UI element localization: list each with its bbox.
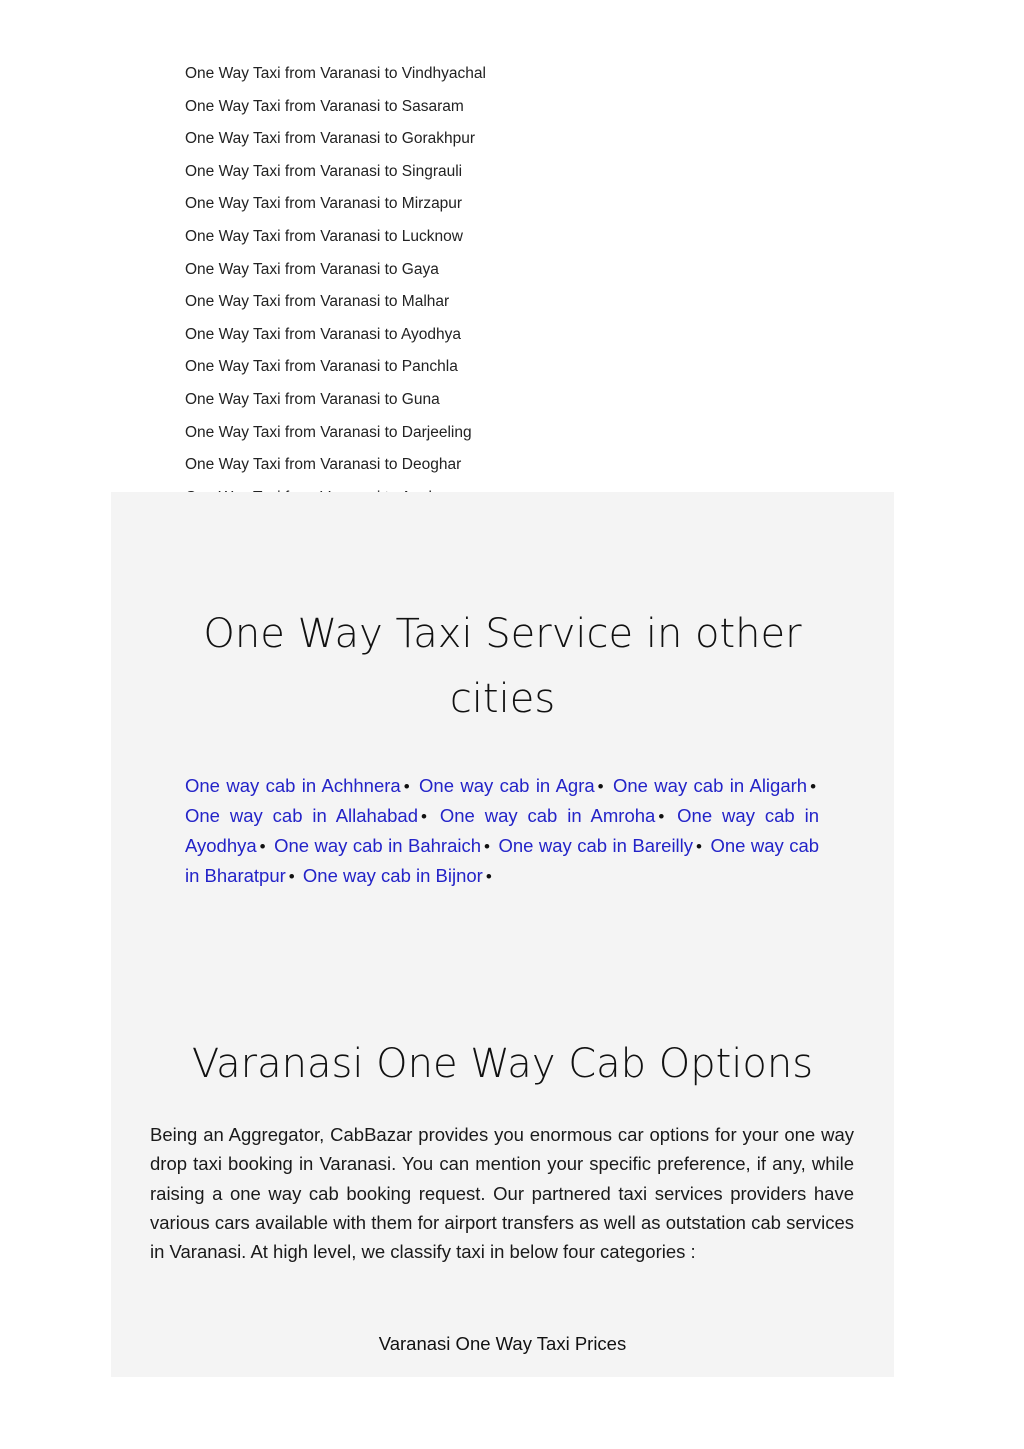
route-item[interactable]: [185, 419, 486, 452]
city-link-bharatpur[interactable]: One way cab in Bharatpur: [185, 835, 820, 887]
route-item[interactable]: [185, 288, 486, 321]
link-separator: •: [597, 776, 604, 796]
link-separator: •: [288, 867, 295, 887]
route-item[interactable]: [185, 353, 486, 386]
other-cities-heading: One Way Taxi Service in other cities: [203, 611, 802, 722]
route-link[interactable]: One Way Taxi from Varanasi to Malhar: [185, 293, 450, 311]
cab-options-heading: Varanasi One Way Cab Options: [191, 1041, 814, 1087]
route-link[interactable]: One Way Taxi from Varanasi to Sasaram: [185, 97, 464, 115]
link-separator: •: [485, 867, 492, 887]
city-link-aligarh[interactable]: One way cab in Aligarh: [612, 774, 808, 796]
city-link-agra[interactable]: One way cab in Agra: [419, 774, 595, 796]
city-link-bahraich[interactable]: One way cab in Bahraich: [274, 835, 482, 857]
prices-table-title: Varanasi One Way Taxi Prices: [378, 1333, 627, 1354]
route-link[interactable]: One Way Taxi from Varanasi to Deoghar: [185, 456, 462, 474]
route-link[interactable]: One Way Taxi from Varanasi to Darjeeling: [185, 423, 472, 441]
city-link-bareilly[interactable]: One way cab in Bareilly: [498, 835, 694, 857]
city-link-allahabad[interactable]: One way cab in Allahabad: [185, 804, 418, 826]
route-link[interactable]: One Way Taxi from Varanasi to Vindhyachal: [185, 65, 486, 82]
route-item[interactable]: [185, 223, 486, 256]
route-link[interactable]: One Way Taxi from Varanasi to Guna: [185, 390, 440, 408]
link-separator: •: [810, 776, 817, 796]
route-list: [185, 60, 486, 490]
route-item[interactable]: [185, 125, 486, 158]
link-separator: •: [484, 837, 490, 857]
link-separator: •: [696, 837, 702, 857]
link-separator: •: [259, 837, 266, 857]
link-separator: •: [420, 806, 427, 826]
route-link[interactable]: One Way Taxi from Varanasi to Singrauli: [185, 162, 463, 180]
city-link-bijnor[interactable]: One way cab in Bijnor: [302, 865, 483, 887]
link-separator: •: [403, 776, 410, 796]
city-link-ayodhya[interactable]: One way cab in Ayodhya: [185, 804, 819, 857]
route-link[interactable]: One Way Taxi from Varanasi to Panchla: [185, 358, 458, 376]
route-link[interactable]: One Way Taxi from Varanasi to Ayodhya: [185, 325, 461, 343]
city-link-achhnera[interactable]: One way cab in Achhnera: [185, 774, 401, 796]
route-link[interactable]: One Way Taxi from Varanasi to Gaya: [185, 260, 439, 278]
route-item[interactable]: [185, 190, 486, 223]
route-item-cut-off[interactable]: [185, 484, 486, 490]
route-item[interactable]: [185, 93, 486, 126]
city-link-amroha[interactable]: One way cab in Amroha: [439, 804, 656, 826]
route-item[interactable]: [185, 60, 486, 93]
route-item[interactable]: [185, 158, 486, 191]
content-panel: [111, 492, 894, 1377]
route-link[interactable]: One Way Taxi from Varanasi to Lucknow: [185, 227, 463, 245]
route-item[interactable]: [185, 451, 486, 484]
city-links: [185, 771, 819, 892]
link-separator: •: [658, 806, 665, 826]
route-item[interactable]: [185, 256, 486, 289]
route-item[interactable]: [185, 321, 486, 354]
route-link[interactable]: One Way Taxi from Varanasi to Mirzapur: [185, 195, 463, 213]
route-item[interactable]: [185, 386, 486, 419]
route-link[interactable]: One Way Taxi from Varanasi to Gorakhpur: [185, 130, 476, 148]
cab-options-paragraph: Being an Aggregator, CabBazar provides you enormous car options for your one way drop taxi booking in Varanasi. You can mention your specific preference, if any, while raising a one way cab booking request. Our partnered taxi services providers have various cars available with them for airport transfers as well as outstation cab services in Varanasi. At high level, we classify taxi in below four categories :: [150, 1124, 854, 1263]
